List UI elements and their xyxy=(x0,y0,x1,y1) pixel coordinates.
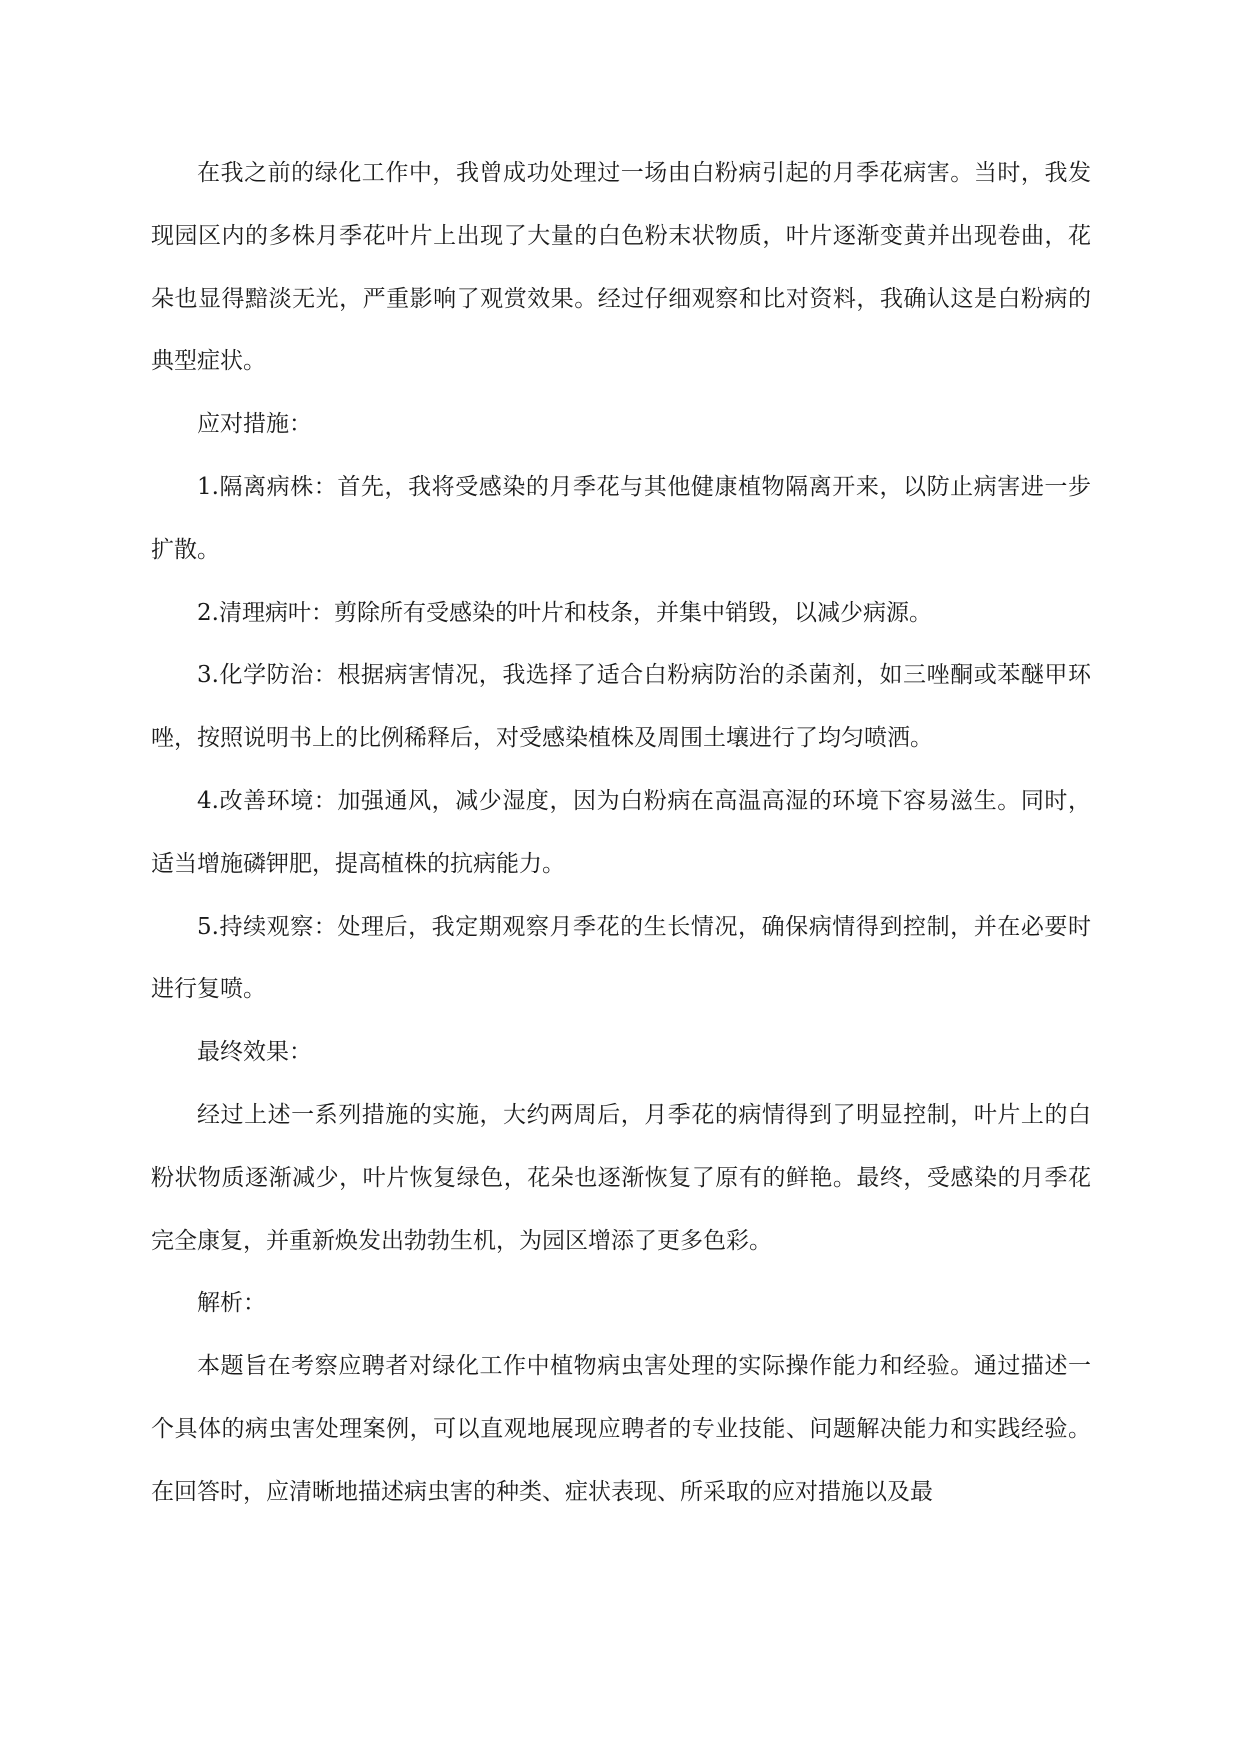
heading-measures: 应对措施： xyxy=(197,411,312,438)
measure-item-2: 2.清理病叶：剪除所有受感染的叶片和枝条，并集中销毁，以减少病源。 xyxy=(197,599,932,626)
paragraph-analysis: 本题旨在考察应聘者对绿化工作中植物病虫害处理的实际操作能力和经验。通过描述一个具体的病虫害处理案例，可以直观地展现应聘者的专业技能、问题解决能力和实践经验。在回答时，应清晰地描述病虫害的种类、症状表现、所采取的应对措施以及最 xyxy=(151,1353,1091,1505)
document-body xyxy=(151,142,1091,1524)
measure-item-1: 1.隔离病株：首先，我将受感染的月季花与其他健康植物隔离开来，以防止病害进一步扩散。 xyxy=(151,473,1091,563)
heading-analysis: 解析： xyxy=(197,1290,266,1317)
paragraph-intro: 在我之前的绿化工作中，我曾成功处理过一场由白粉病引起的月季花病害。当时，我发现园区内的多株月季花叶片上出现了大量的白色粉末状物质，叶片逐渐变黄并出现卷曲，花朵也显得黯淡无光，严重影响了观赏效果。经过仔细观察和比对资料，我确认这是白粉病的典型症状。 xyxy=(151,160,1091,375)
measure-item-3: 3.化学防治：根据病害情况，我选择了适合白粉病防治的杀菌剂，如三唑酮或苯醚甲环唑，按照说明书上的比例稀释后，对受感染植株及周围土壤进行了均匀喷洒。 xyxy=(151,662,1091,752)
heading-result: 最终效果： xyxy=(197,1039,312,1066)
paragraph-result: 经过上述一系列措施的实施，大约两周后，月季花的病情得到了明显控制，叶片上的白粉状物质逐渐减少，叶片恢复绿色，花朵也逐渐恢复了原有的鲜艳。最终，受感染的月季花完全康复，并重新焕发出勃勃生机，为园区增添了更多色彩。 xyxy=(151,1101,1091,1254)
measure-item-4: 4.改善环境：加强通风，减少湿度，因为白粉病在高温高湿的环境下容易滋生。同时，适当增施磷钾肥，提高植株的抗病能力。 xyxy=(151,787,1091,877)
measure-item-5: 5.持续观察：处理后，我定期观察月季花的生长情况，确保病情得到控制，并在必要时进行复喷。 xyxy=(151,913,1091,1003)
